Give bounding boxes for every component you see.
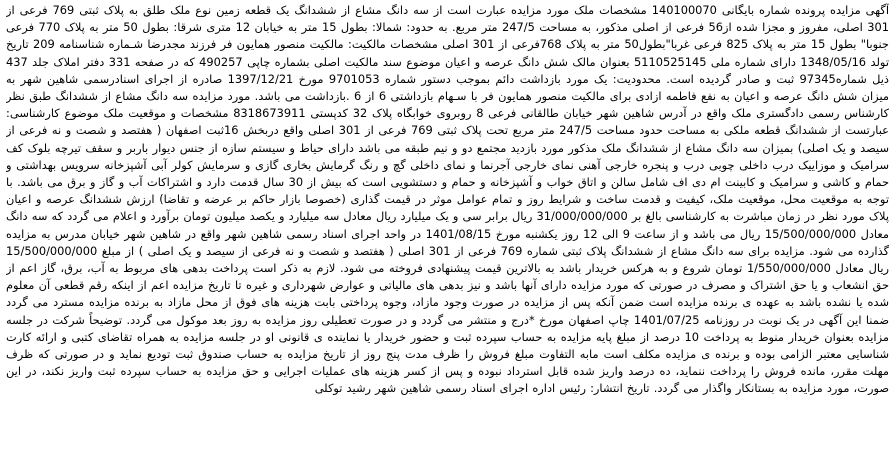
auction-notice-text: آگهی مزایده پرونده شماره بایگانی 140100070 مشخصات ملک مورد مزایده عبارت است از سه دانگ مشاع از ششدانگ یک قطعه زمین نوع ملک طلق به پلاک ثبتی 769 فرعی از 301 اصلی، مفروز و مجزا شده از56 فرعی از اصلی مذکور، به مساحت 247/5 متر مربع. به حدود: شمالا: بطول 15 متر به خیابان 12 متری شرقا: بطول 50 متر به پلاک 770 فرعی جنوبا" بطول 15 متر به پلاک 825 فرعی غربا"بطول50 متر به پلاک 768فرعی از 301 اصلی مشخصات مالکیت: مالکیت منصور همایون فر فرزند مجدرضا شـماره شناسنامه 209 تاریخ تولد 1348/05/16 دارای شماره ملی 5110525145 بعنوان مالک شش دانگ عرصه و اعیان موضوع سند مالکیت اصلی بشماره چاپی 490257 که در صفحه 331 دفتر املاک جلد 437 ذیل شماره97345 ثبت و صادر گردیده است. محدودیت: یک مورد بازداشت دائم بموجب دستور شماره 9701053 مورخ 1397/12/21 صادره از اجرای اسنادرسمی شاهین شهر به میزان شش دانگ عرصه و اعیان به نفع فاطمه ازادی برای مالکیت منصور همایون فر با سـهام بازداشتی 6 از 6 .بازداشت می باشد. مورد مزایده سه دانگ مشاع از ششدانگ طبق نظر کارشناس رسمی دادگستری ملک واقع در آدرس شاهین شهر خیابان طالقانی فرعی 8 روبروی خوابگاه پلاک 32 کدپستی 8318673911 مشخصات و موقعیت ملک موضوع کارشناسی: عبارتست از ششدانگ قطعه ملکی به مساحت حدود مساحت 247/5 متر مربع تحت پلاک ثبتی 769 فرعی از 301 اصلی واقع دربخش 16ثبت اصفهان ( هفتصد و شصت و نه فرعی از سیصد و یک اصلی) بمیزان سه دانگ مشاع از ششدانگ ملک مذکور مورد بازدید مجتمع دو و نیم طبقه می باشد دارای حیاط و سیستم سازه از جنس دیوار باربر و سقف تیرچه بلوک کف سرامیک و موزاییک درب داخلی چوبی درب و پنجره خارجی آهنی نمای خارجی آجرنما و نمای داخلی گچ و رنگ گرمایش بخاری گازی و سرمایش کولر آبی آشپزخانه سرویس بهداشتی و حمام و کاشی و سرامیک و کابینت ام دی اف شامل سالن و اتاق خواب و آشپزخانه و حمام و دستشویی است که بیش از 30 سال قدمت دارد و اشتراکات آب و گاز و برق می باشد. با توجه به موقعیت محل، موقعیت ملک، کیفیت و قدمت ساخت و شرایط روز و تمام عوامل موثر در قیمت گذاری (خصوصا بازار حاکم بر عرضه و تقاضا) ارزش ششدانگ عرصه و اعیان پلاک مورد نظر در زمان مباشرت به کارشناسی بالغ بر 31/000/000/000 ریال برابر سی و یک میلیارد ریال معادل سه میلیارد و یکصد میلیون تومان برآورد و اعلام می گردد که سه دانگ معادل 15/500/000/000 ریال می باشد و از ساعت 9 الی 12 روز یکشنبه مورخ 1401/08/15 در واحد اجرای اسناد رسمی شاهین شهر واقع در شاهین شهر خیابان مدرس به مزایده گذارده می شود. مزایده برای سه دانگ مشاع از ششدانگ پلاک ثبتی شماره 769 فرعی از 301 اصلی ( هفتصد و شصت و نه فرعی از سیصد و یک اصلی ) از مبلغ 15/500/000/000 ریال معادل 1/550/000/000 تومان شروع و به هرکس خریدار باشد به بالاترین قیمت پیشنهادی فروخته می شود. لازم به ذکر است پرداخت بدهی های مربوط به آب، برق، گاز اعم از حق انشعاب و یا حق اشتراک و مصرف در صورتی که مورد مزایده دارای آنها باشد و نیز بدهی های مالیاتی و عوارض شهرداری و غیره تا تاریخ مزایده اعم از اینکه رقم قطعی آن معلوم شده یا نشده باشد به عهده ی برنده مزایده است ضمن آنکه پس از مزایده در صورت وجود مازاد، وجوه پرداختی بابت هزینه های فوق از محل مازاد به برنده مزایده مسترد می گردد ضمنا این آگهی در یک نوبت در روزنامه 1401/07/25 چاپ اصفهان مورخ *درج و منتشر می گردد و در صورت تعطیلی روز مزایده به روز بعد موکول می گردد. توضیحاً شرکت در جلسه مزایده بعنوان خریدار منوط به پرداخت 10 درصد از مبلغ پایه مزایده به حساب سپرده ثبت و حضور خریدار یا نماینده ی قانونی او در جلسه مزایده به همراه تقاضای کتبی و ارائه کارت شناسایی معتبر الزامی بوده و برنده ی مزایده مکلف است مابه التفاوت مبلغ فروش را ظرف مدت پنج روز از تاریخ مزایده به حساب صندوق ثبت تودیع نماید و در صورتی که ظرف مهلت مقرر، مانده فروش را پرداخت ننماید، ده درصد واریز شده قابل استرداد نبوده و پس از کسر هزینه های عملیات اجرایی و حق مزایده به حساب سپرده ثبت واریز نکند، در این صورت، مورد مزایده به بستانکار واگذار می گردد. تاریخ انتشار: رئیس اداره اجرای اسناد رسمی شاهین شهر رشید توکلی <box>6 3 889 396</box>
